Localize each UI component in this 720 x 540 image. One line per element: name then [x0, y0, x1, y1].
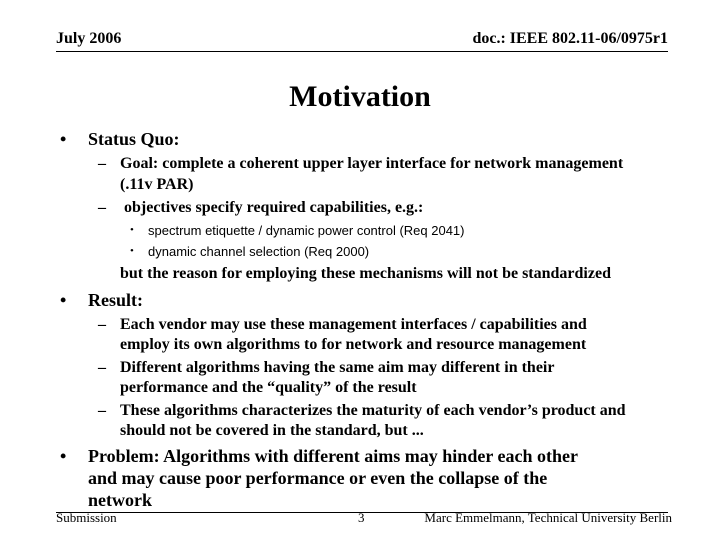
dash-marker: –: [98, 359, 106, 376]
footer-page-number: 3: [358, 510, 365, 525]
sub-item-channel: dynamic channel selection (Req 2000): [148, 244, 370, 259]
bullet-marker: •: [60, 290, 67, 310]
sub-item-spectrum: spectrum etiquette / dynamic power control (Req 2041): [148, 223, 465, 238]
footer-submission: Submission: [56, 510, 117, 525]
status-item-objectives: objectives specify required capabilities, e.g.:: [120, 199, 424, 216]
problem-line2: and may cause poor performance or even the collapse of the: [88, 468, 548, 488]
result-item-vendor-line2: employ its own algorithms to for network and resource management: [120, 336, 587, 353]
dash-marker: –: [98, 402, 106, 419]
header-divider: [56, 51, 668, 52]
result-item-algorithms-line2: performance and the “quality” of the result: [120, 379, 417, 396]
status-note: but the reason for employing these mechanisms will not be standardized: [120, 265, 611, 282]
result-item-algorithms-line1: Different algorithms having the same aim may different in their: [120, 359, 555, 376]
bullet-marker: •: [60, 446, 67, 466]
problem-line1: Problem: Algorithms with different aims may hinder each other: [88, 446, 578, 466]
status-item-goal-line2: (.11v PAR): [120, 176, 194, 193]
bullet-marker: •: [60, 129, 67, 149]
result-item-maturity-line2: should not be covered in the standard, but ...: [120, 422, 424, 439]
header-doc-id: doc.: IEEE 802.11-06/0975r1: [472, 30, 668, 47]
footer-author: Marc Emmelmann, Technical University Berlin: [424, 510, 672, 525]
result-item-maturity-line1: These algorithms characterizes the maturity of each vendor’s product and: [120, 402, 626, 419]
problem-line3: network: [88, 490, 152, 510]
dash-marker: –: [98, 155, 106, 172]
sub-bullet-marker: •: [130, 245, 134, 257]
header-date: July 2006: [56, 30, 122, 47]
dash-marker: –: [98, 199, 106, 216]
dash-marker: –: [98, 316, 106, 333]
status-item-goal-line1: Goal: complete a coherent upper layer interface for network management: [120, 155, 624, 172]
result-label: Result:: [88, 290, 143, 310]
result-item-vendor-line1: Each vendor may use these management interfaces / capabilities and: [120, 316, 587, 333]
page-title: Motivation: [289, 80, 431, 113]
status-quo-label: Status Quo:: [88, 129, 180, 149]
sub-bullet-marker: •: [130, 224, 134, 236]
